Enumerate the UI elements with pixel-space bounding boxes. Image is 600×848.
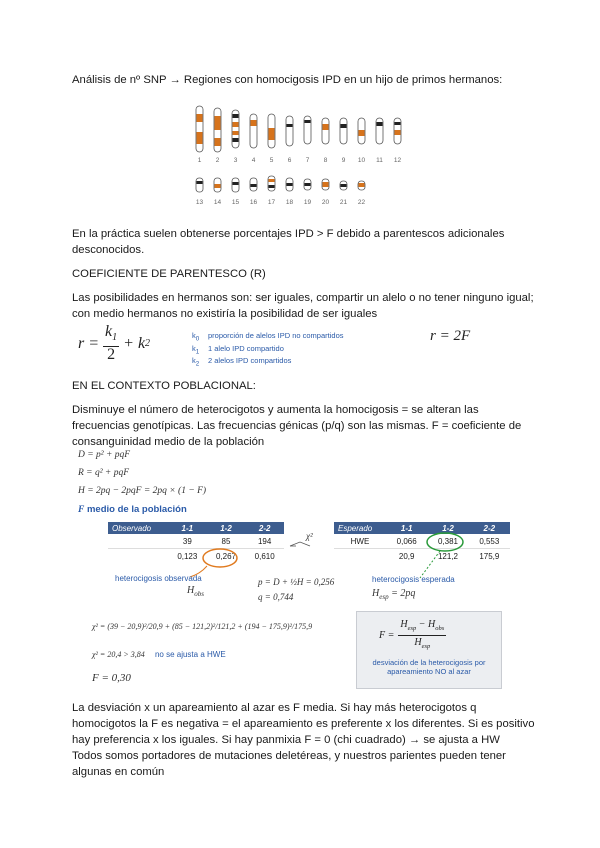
chromosome-label: 19 xyxy=(303,199,312,206)
f-box-formula xyxy=(379,618,446,653)
chromosome-label: 12 xyxy=(393,157,402,164)
paragraph-final-1: La desviación x un apareamiento al azar es F media. Si hay más heterocigotos q homocigotos la F es negativa = el apareamiento es preferente x los diferentes. Si es positivo hay preferencia x los iguales. Si hay panmixia F = 0 (chi cuadrado) → se ajusta a HW xyxy=(72,702,535,746)
expected-cell: 121,2 xyxy=(427,549,468,564)
observed-header: 1-2 xyxy=(207,522,246,534)
expected-highlight-circle xyxy=(427,533,463,551)
expected-cell: 0,381 xyxy=(427,534,468,549)
chromosome-label: 6 xyxy=(287,157,292,164)
chi-arrow xyxy=(290,542,310,546)
expected-cell: 0,553 xyxy=(469,534,510,549)
formula-k1: k xyxy=(105,323,113,340)
f-box-numerator: $H_{esp} - H_{obs}$ xyxy=(398,618,446,636)
formula-r-denominator: 2 xyxy=(107,346,116,364)
heading-poblacional: EN EL CONTEXTO POBLACIONAL: xyxy=(72,380,256,392)
heading-coeficiente: COEFICIENTE DE PARENTESCO (R) xyxy=(72,268,266,280)
observed-cell: 39 xyxy=(168,534,207,549)
equation-q: q = 0,744 xyxy=(258,592,294,602)
exp-het-label: heterocigosis esperada xyxy=(372,575,455,584)
formula-r-2f: r = 2F xyxy=(430,328,471,344)
chromosome-label: 16 xyxy=(249,199,258,206)
chi-result: χ² = 20,4 > 3,84 xyxy=(92,650,145,659)
observed-header: 2-2 xyxy=(245,522,284,534)
paragraph-ipd: En la práctica suelen obtenerse porcentajes IPD > F debido a parentescos adicionales desconocidos. xyxy=(72,228,505,256)
chromosome-label: 15 xyxy=(231,199,240,206)
expected-header: 2-2 xyxy=(469,522,510,534)
chromosome-label: 22 xyxy=(357,199,366,206)
formula-r-plus-k2: + k xyxy=(123,334,146,352)
observed-cell: 194 xyxy=(245,534,284,549)
f-box-lhs: F = xyxy=(379,630,395,641)
chromosome-label: 18 xyxy=(285,199,294,206)
equation-chi: χ² = (39 − 20,9)²/20,9 + (85 − 121,2)²/121,2 + (194 − 175,9)²/175,9 xyxy=(92,622,313,631)
f-box-fraction xyxy=(398,618,446,653)
chi-note: no se ajusta a HWE xyxy=(154,650,226,659)
f-title-symbol: F xyxy=(78,505,85,515)
expected-cell: 0,066 xyxy=(386,534,427,549)
exp-het-formula: $H_{esp} = 2pq$ xyxy=(372,588,416,601)
f-box-caption: desviación de la heterocigosis por apareamiento NO al azar xyxy=(372,658,486,676)
observed-cell: 0,267 xyxy=(207,549,246,564)
formula-r-lhs: r = xyxy=(78,334,100,352)
chromosome-label: 10 xyxy=(357,157,366,164)
f-title-text: medio de la población xyxy=(86,504,187,515)
observed-header: 1-1 xyxy=(168,522,207,534)
expected-cell: 20,9 xyxy=(386,549,427,564)
f-formula-box xyxy=(356,611,502,689)
k-legend-item: $k_0$ proporción de alelos IPD no compartidos xyxy=(192,331,344,343)
observed-highlight-circle xyxy=(203,549,237,567)
chi-result-line xyxy=(92,650,226,659)
chromosome-label: 7 xyxy=(305,157,310,164)
f-box-denominator: $H_{esp}$ xyxy=(414,637,431,650)
observed-header: Observado xyxy=(108,522,168,534)
expected-pointer-line xyxy=(420,551,440,578)
expected-header: Esperado xyxy=(334,522,386,534)
expected-cell: 175,9 xyxy=(469,549,510,564)
chromosome-label: 21 xyxy=(339,199,348,206)
chromosome-label: 8 xyxy=(323,157,328,164)
formula-k1-sub: 1 xyxy=(112,332,118,344)
obs-het-symbol: $H_{obs}$ xyxy=(187,585,204,598)
k-legend-item: $k_2$ 2 alelos IPD compartidos xyxy=(192,356,292,368)
chromosome-label: 13 xyxy=(195,199,204,206)
intro-heading: Análisis de nº SNP → Regiones con homocigosis IPD en un hijo de primos hermanos: xyxy=(72,74,503,86)
chromosome-label: 4 xyxy=(251,157,256,164)
formula-k2-sub: 2 xyxy=(145,338,151,350)
chromosome-label: 3 xyxy=(233,157,238,164)
equation-p: p = D + ½H = 0,256 xyxy=(258,577,335,587)
observed-cell: 85 xyxy=(207,534,246,549)
chromosome-label: 5 xyxy=(269,157,274,164)
equation-d: D = p² + pqF xyxy=(78,450,131,460)
equation-r: R = q² + pqF xyxy=(78,468,130,478)
paragraph-siblings: Las posibilidades en hermanos son: ser iguales, compartir un alelo o no tener ninguno igual; con medio hermanos no existiría la posibilidad de ser iguales xyxy=(72,292,534,320)
expected-cell: HWE xyxy=(334,534,386,549)
paragraph-population: Disminuye el número de heterocigotos y aumenta la homocigosis = se alteran las frecuencias genotípicas. Las frecuencias génicas (p/q) son las mismas. F = coeficiente de consanguinidad medio de la población xyxy=(72,404,522,448)
paragraph-final-2: Todos somos portadores de mutaciones deletéreas, y nuestros parientes pueden tener algunas en común xyxy=(72,750,506,778)
equation-h: H = 2pq − 2pqF = 2pq × (1 − F) xyxy=(78,486,207,496)
chromosome-label: 14 xyxy=(213,199,222,206)
chromosome-label: 9 xyxy=(341,157,346,164)
chromosome-label: 1 xyxy=(197,157,202,164)
chromosome-label: 2 xyxy=(215,157,220,164)
chromosome-label: 11 xyxy=(376,157,383,164)
obs-het-label: heterocigosis observada xyxy=(115,574,202,583)
f-value: F = 0,30 xyxy=(92,672,131,684)
k-legend-item: $k_1$ 1 alelo IPD compartido xyxy=(192,343,284,355)
chi-symbol: χ² xyxy=(306,531,313,541)
chromosome-label: 17 xyxy=(267,199,276,206)
expected-header: 1-2 xyxy=(427,522,468,534)
expected-header: 1-1 xyxy=(386,522,427,534)
observed-cell: 0,610 xyxy=(245,549,284,564)
observed-cell: 0,123 xyxy=(168,549,207,564)
chromosome-label: 20 xyxy=(321,199,330,206)
